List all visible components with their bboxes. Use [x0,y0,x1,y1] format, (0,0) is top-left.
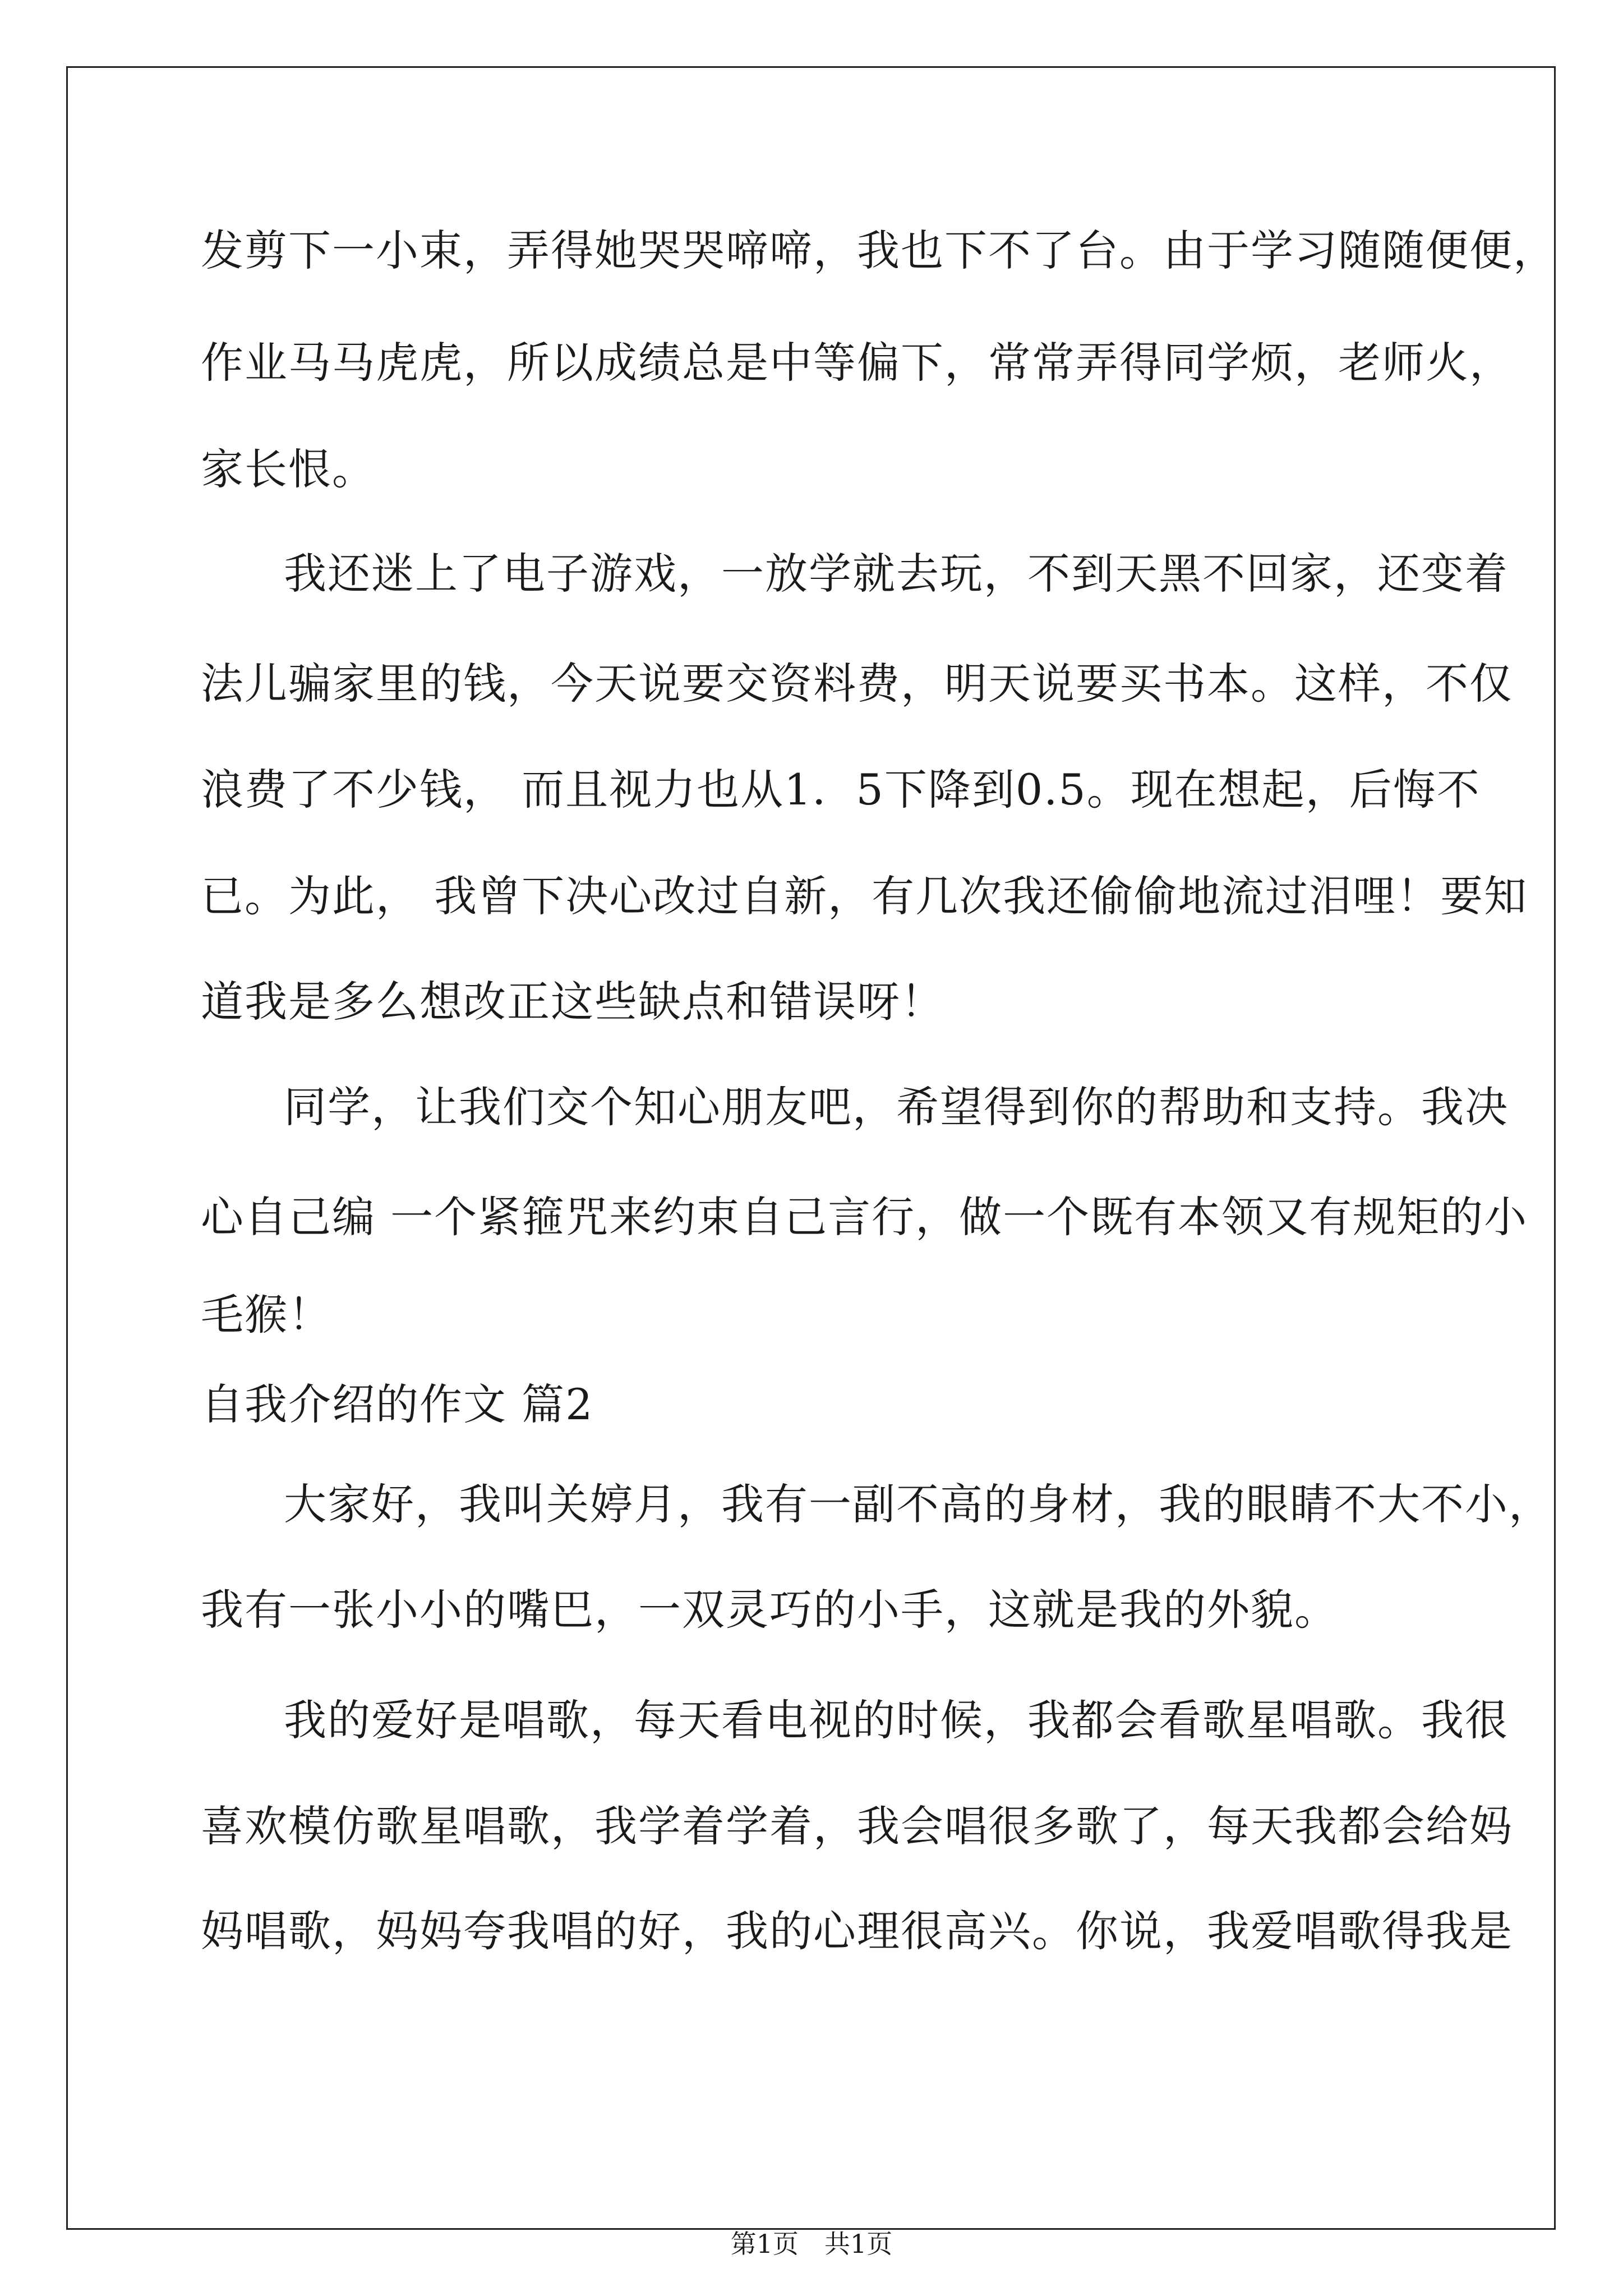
text-line: 已。为此， 我曾下决心改过自新，有几次我还偷偷地流过泪哩！要知 [201,871,1528,921]
section-heading: 自我介绍的作文 篇2 [201,1379,594,1429]
page-footer: 第1页 共1页 [730,2229,893,2259]
paragraph-start-line: 我的爱好是唱歌，每天看电视的时候，我都会看歌星唱歌。我很 [284,1695,1509,1745]
text-line: 发剪下一小束，弄得她哭哭啼啼，我也下不了台。由于学习随随便便， [201,226,1557,275]
text-line: 浪费了不少钱， 而且视力也从1．5下降到0.5。现在想起，后悔不 [201,765,1481,815]
text-line: 毛猴！ [201,1290,332,1340]
text-line: 法儿骗家里的钱，今天说要交资料费，明天说要买书本。这样，不仅 [201,659,1513,708]
text-line: 心自己编 一个紧箍咒来约束自己言行，做一个既有本领又有规矩的小 [201,1192,1528,1242]
paragraph-start-line: 大家好，我叫关婷月，我有一副不高的身材，我的眼睛不大不小， [284,1479,1552,1529]
text-line: 家长恨。 [201,444,376,494]
paragraph-start-line: 我还迷上了电子游戏，一放学就去玩，不到天黑不回家，还变着 [284,549,1509,599]
text-line: 喜欢模仿歌星唱歌，我学着学着，我会唱很多歌了，每天我都会给妈 [201,1801,1513,1851]
text-line: 作业马马虎虎，所以成绩总是中等偏下，常常弄得同学烦，老师火， [201,338,1513,388]
text-line: 妈唱歌，妈妈夸我唱的好，我的心理很高兴。你说，我爱唱歌得我是 [201,1906,1513,1956]
text-line: 道我是多么想改正这些缺点和错误呀！ [201,977,944,1027]
paragraph-start-line: 同学，让我们交个知心朋友吧，希望得到你的帮助和支持。我决 [284,1082,1509,1132]
text-line: 我有一张小小的嘴巴，一双灵巧的小手，这就是我的外貌。 [201,1585,1338,1635]
